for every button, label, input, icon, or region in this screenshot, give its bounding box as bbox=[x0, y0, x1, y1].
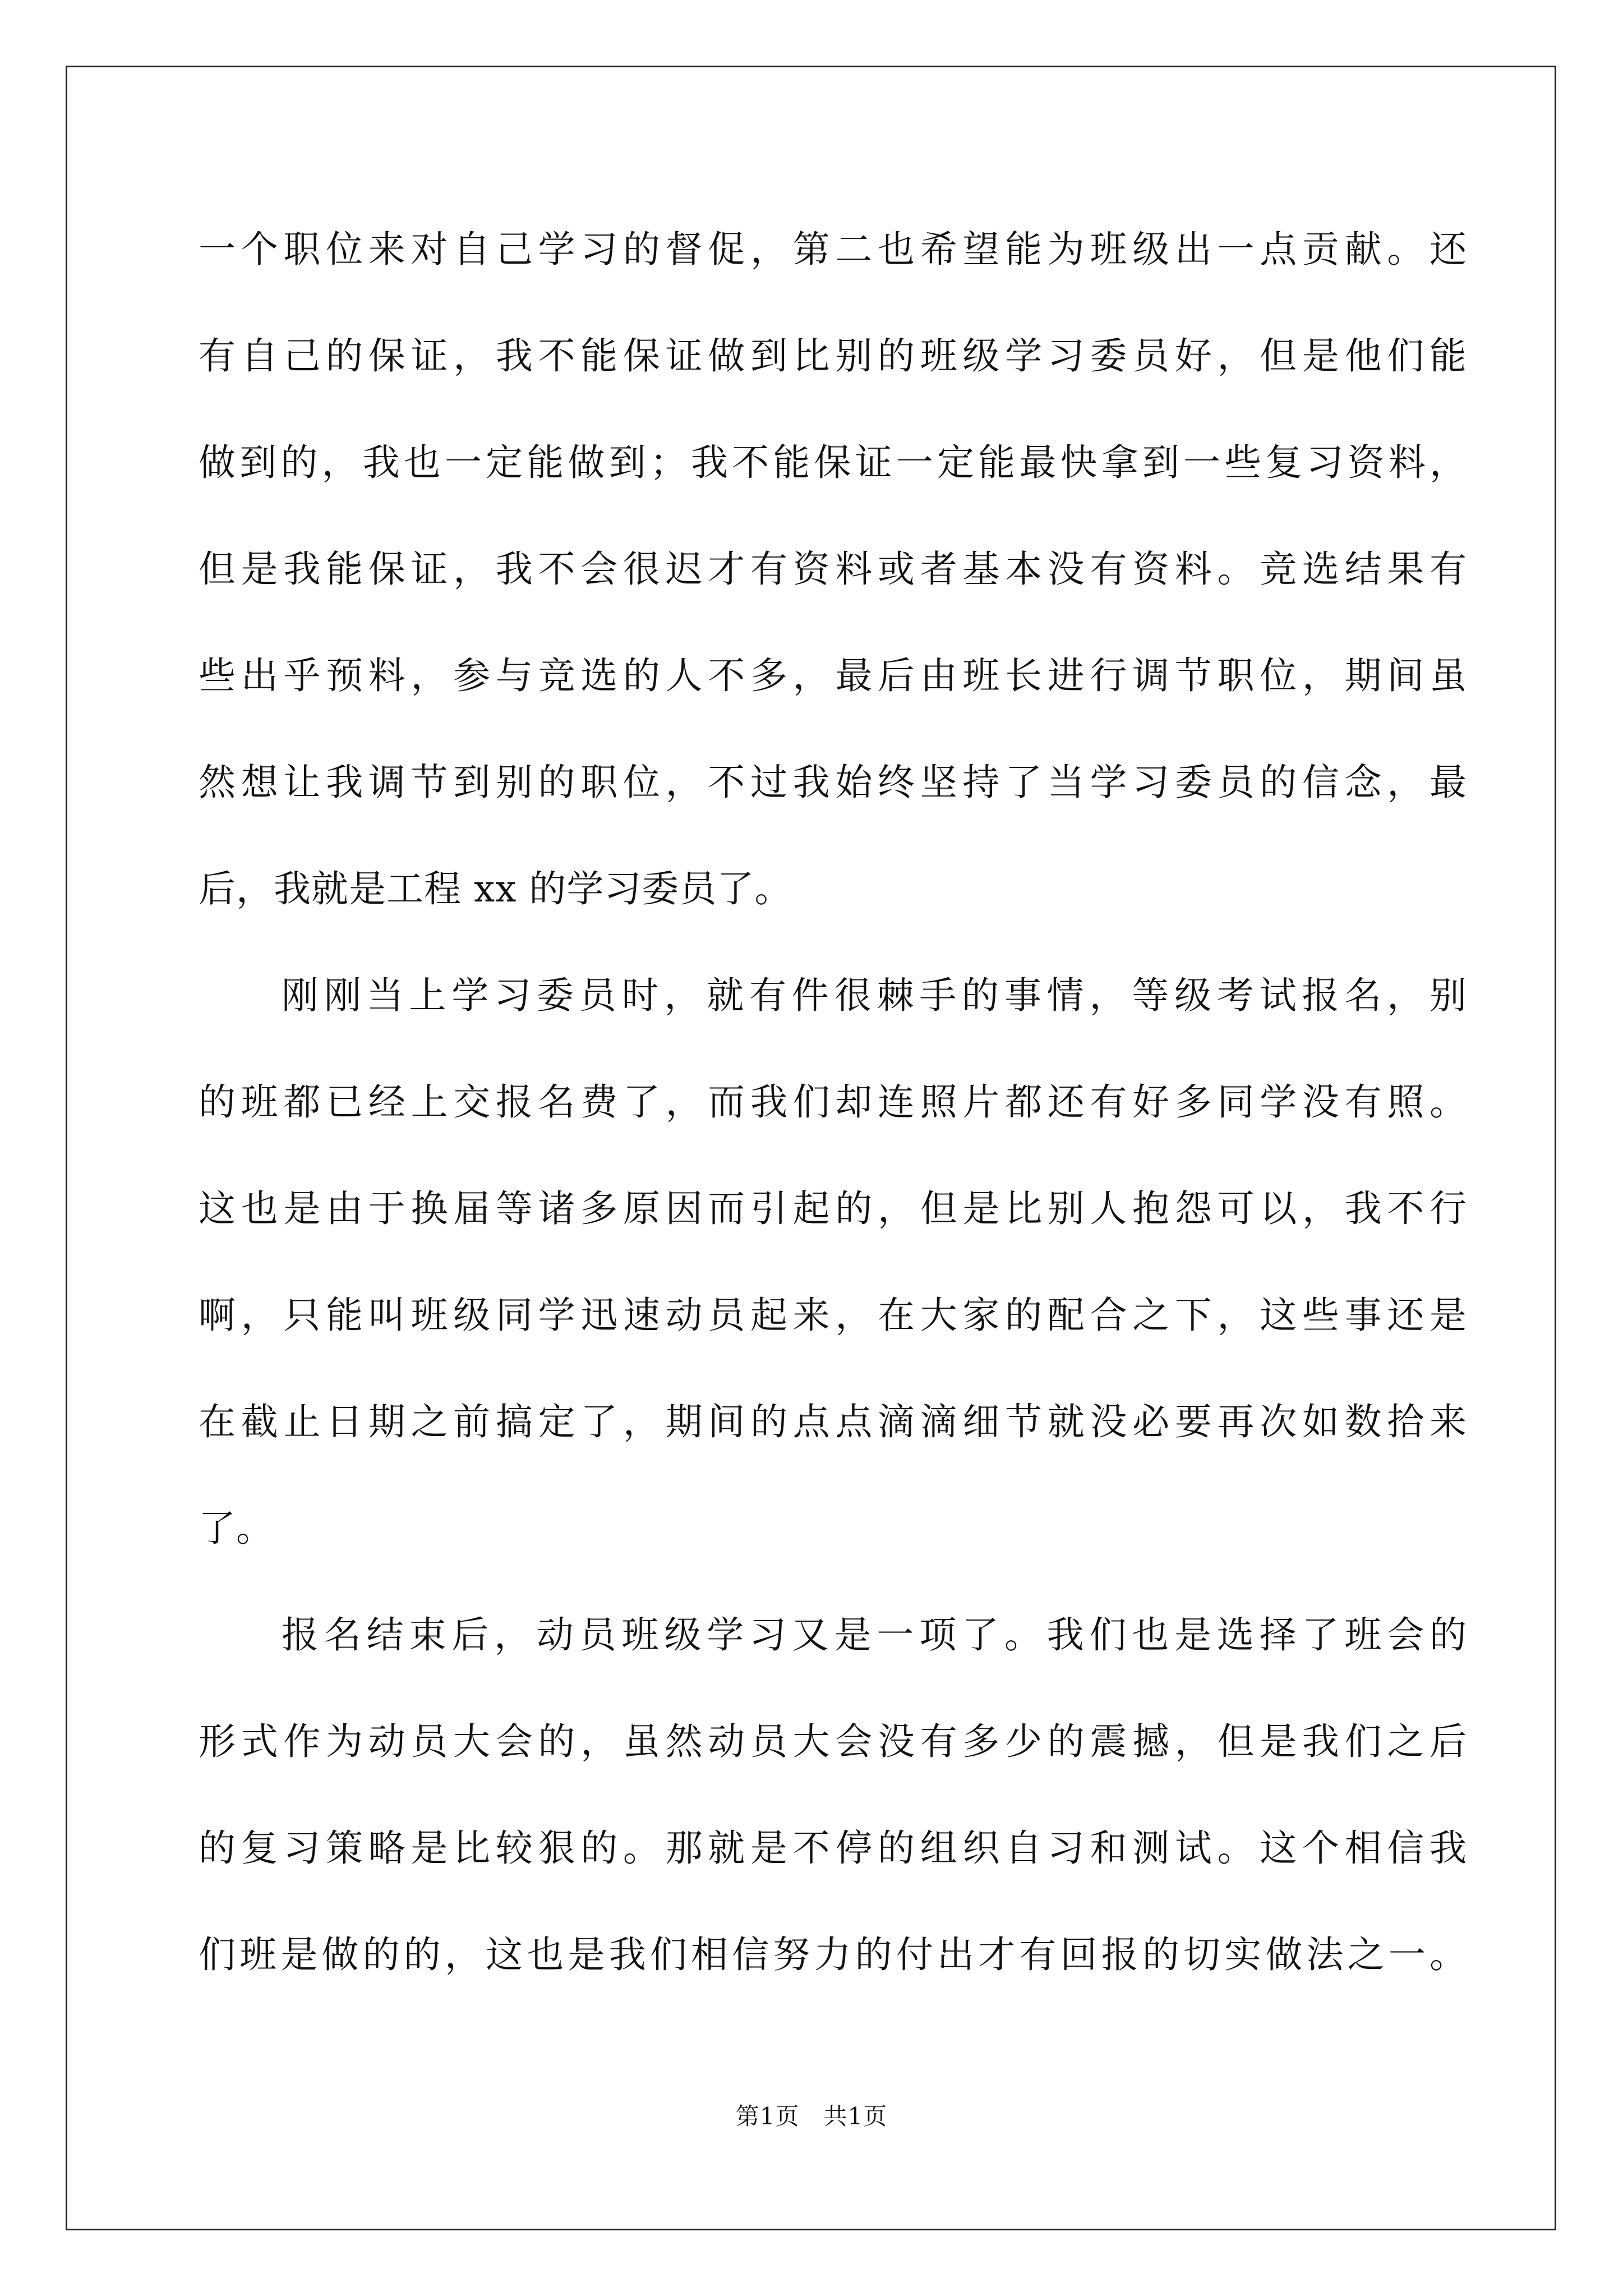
text-line: 的复习策略是比较狠的。那就是不停的组织自习和测试。这个相信我 bbox=[199, 1826, 1467, 1870]
paragraph-1 bbox=[199, 219, 1467, 965]
text-line: 刚刚当上学习委员时，就有件很棘手的事情，等级考试报名，别 bbox=[282, 974, 1467, 1017]
text-line: 然想让我调节到别的职位，不过我始终坚持了当学习委员的信念，最 bbox=[199, 761, 1467, 804]
text-line: 报名结束后，动员班级学习又是一项了。我们也是选择了班会的 bbox=[282, 1613, 1467, 1657]
page-footer bbox=[0, 2098, 1623, 2132]
paragraph-2 bbox=[199, 965, 1467, 1604]
text-line: 后，我就是工程 xx 的学习委员了。 bbox=[199, 867, 792, 910]
text-line: 了。 bbox=[199, 1507, 274, 1550]
text-line: 些出乎预料，参与竞选的人不多，最后由班长进行调节职位，期间虽 bbox=[199, 654, 1467, 697]
text-line: 在截止日期之前搞定了，期间的点点滴滴细节就没必要再次如数拾来 bbox=[199, 1400, 1467, 1443]
text-line: 啊，只能叫班级同学迅速动员起来，在大家的配合之下，这些事还是 bbox=[199, 1294, 1467, 1337]
text-line: 有自己的保证，我不能保证做到比别的班级学习委员好，但是他们能 bbox=[199, 334, 1467, 378]
page-number: 第1页 共1页 bbox=[735, 2102, 888, 2130]
text-line: 形式作为动员大会的，虽然动员大会没有多少的震撼，但是我们之后 bbox=[199, 1720, 1467, 1763]
text-line: 一个职位来对自己学习的督促，第二也希望能为班级出一点贡献。还 bbox=[199, 228, 1467, 271]
text-line: 们班是做的的，这也是我们相信努力的付出才有回报的切实做法之一。 bbox=[199, 1933, 1467, 1976]
text-line: 但是我能保证，我不会很迟才有资料或者基本没有资料。竞选结果有 bbox=[199, 547, 1467, 591]
text-line: 的班都已经上交报名费了，而我们却连照片都还有好多同学没有照。 bbox=[199, 1080, 1467, 1124]
paragraph-3 bbox=[199, 1604, 1467, 2031]
text-line: 做到的，我也一定能做到；我不能保证一定能最快拿到一些复习资料， bbox=[199, 441, 1467, 484]
document-body bbox=[199, 219, 1467, 2031]
text-line: 这也是由于换届等诸多原因而引起的，但是比别人抱怨可以，我不行 bbox=[199, 1187, 1467, 1230]
